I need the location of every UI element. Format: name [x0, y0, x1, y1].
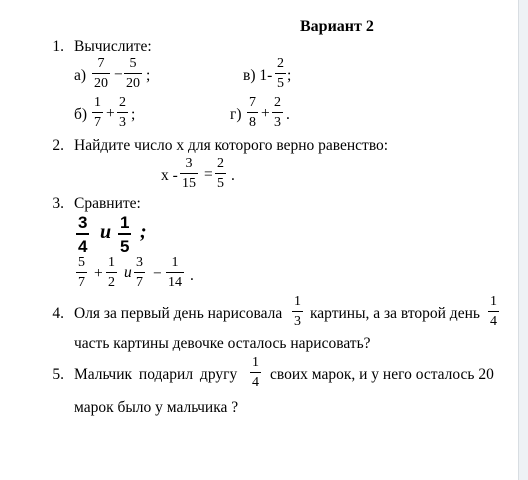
item-v-fraction-1 [275, 57, 286, 91]
numerator: 7 [249, 95, 256, 110]
numerator: 2 [119, 95, 126, 110]
item-a-fraction-1 [92, 57, 110, 91]
numerator: 1 [120, 213, 130, 232]
denominator: 7 [78, 275, 85, 290]
denominator: 3 [294, 314, 301, 329]
numerator: 1 [108, 255, 115, 270]
numerator: 2 [277, 56, 284, 71]
variant-title: Вариант 2 [300, 18, 374, 35]
question-2-number: 2. [52, 137, 64, 154]
item-v-label: в) 1- [243, 67, 273, 84]
item-g-label: г) [230, 106, 242, 123]
question-5-number: 5. [52, 366, 64, 383]
numerator: 5 [78, 255, 85, 270]
question-4-text-line-2: часть картины девочке осталось нарисовать? [74, 335, 371, 352]
compare-1-fraction-2 [118, 214, 131, 255]
plus-sign: + [94, 265, 103, 282]
denominator: 4 [490, 314, 497, 329]
semicolon: ; [140, 221, 147, 243]
item-b-fraction-1 [92, 96, 103, 130]
numerator: 1 [171, 255, 179, 270]
minus-sign: − [153, 265, 162, 282]
item-b-label: б) [74, 106, 88, 123]
denominator: 15 [182, 176, 196, 191]
denominator: 14 [168, 275, 182, 290]
numerator: 3 [136, 255, 143, 270]
item-b-fraction-2 [117, 96, 128, 130]
item-a-label: а) [74, 67, 87, 84]
question-1-prompt: Вычислите: [74, 38, 152, 55]
question-5-text-part-1: Мальчик подарил другу [74, 366, 238, 383]
compare-2-fraction-1 [76, 256, 87, 290]
equation-lhs: х - [161, 167, 178, 184]
question-5-text-line-2: марок было у мальчика ? [74, 399, 239, 416]
period: . [231, 167, 235, 184]
question-3-number: 3. [52, 195, 64, 212]
numerator: 2 [217, 156, 224, 171]
denominator: 3 [119, 115, 126, 130]
denominator: 5 [120, 237, 130, 256]
compare-2-fraction-4 [166, 256, 184, 290]
plus-sign: + [261, 105, 270, 122]
page-edge [518, 0, 528, 480]
numerator: 1 [294, 294, 301, 309]
item-g-fraction-2 [272, 96, 283, 130]
semicolon: ; [131, 106, 136, 123]
question-4-fraction-1 [292, 295, 303, 329]
denominator: 4 [252, 375, 259, 390]
item-a-fraction-2 [124, 57, 142, 91]
question-3-prompt: Сравните: [74, 195, 141, 212]
denominator: 5 [217, 176, 224, 191]
equals-sign: = [204, 166, 213, 183]
denominator: 8 [249, 115, 256, 130]
semicolon: ; [287, 67, 292, 84]
plus-sign: + [106, 105, 115, 122]
compare-2-fraction-2 [106, 256, 117, 290]
denominator: 7 [136, 275, 143, 290]
equation-fraction-1 [180, 157, 198, 191]
numerator: 3 [78, 213, 88, 232]
question-4-text-part-1: Оля за первый день нарисовала [74, 305, 283, 322]
period: . [286, 106, 290, 123]
numerator: 1 [490, 294, 497, 309]
denominator: 20 [126, 76, 140, 91]
numerator: 2 [274, 95, 281, 110]
numerator: 7 [97, 56, 105, 71]
numerator: 5 [129, 56, 137, 71]
question-1-number: 1. [52, 38, 64, 55]
equation-fraction-2 [215, 157, 226, 191]
item-g-fraction-1 [247, 96, 258, 130]
denominator: 3 [274, 115, 281, 130]
minus-sign: − [114, 66, 123, 83]
question-4-number: 4. [52, 305, 64, 322]
question-2-prompt: Найдите число х для которого верно равенство: [74, 137, 389, 154]
denominator: 4 [78, 237, 88, 256]
question-4-fraction-2 [488, 295, 499, 329]
denominator: 7 [94, 115, 101, 130]
compare-2-fraction-3 [134, 256, 145, 290]
question-4-text-part-2: картины, а за второй день [310, 305, 480, 322]
numerator: 1 [252, 355, 259, 370]
denominator: 5 [277, 76, 284, 91]
and-word: и [124, 264, 132, 281]
compare-1-fraction-1 [76, 214, 89, 255]
question-5-text-part-2: своих марок, и у него осталось 20 [270, 366, 494, 383]
numerator: 3 [185, 156, 193, 171]
semicolon: ; [146, 67, 151, 84]
numerator: 1 [94, 95, 101, 110]
question-5-fraction-1 [250, 356, 261, 390]
denominator: 20 [94, 76, 108, 91]
denominator: 2 [108, 275, 115, 290]
and-word: и [100, 221, 112, 243]
period: . [190, 267, 194, 284]
